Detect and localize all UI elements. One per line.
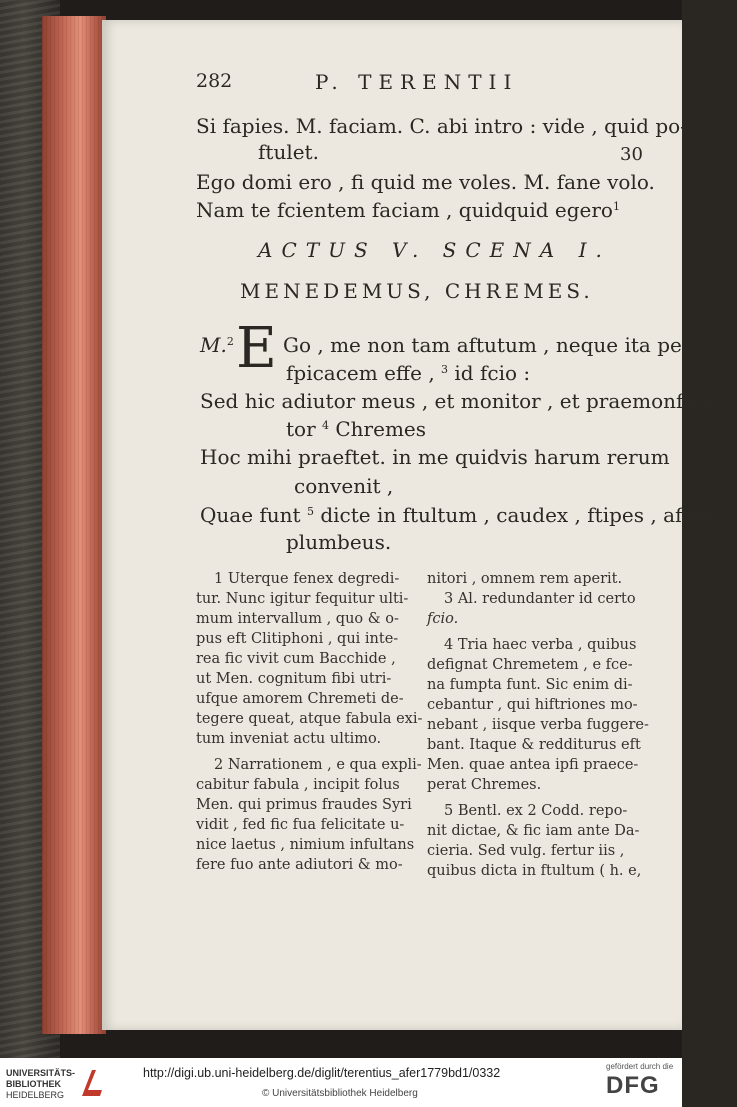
note-line: fere fuo ante adiutori & mo- [196, 857, 403, 873]
library-logo[interactable] [6, 1064, 116, 1102]
note-line: fcio. [427, 611, 459, 627]
note-line: nice laetus , nimium infultans [196, 837, 415, 853]
library-name-line3: HEIDELBERG [6, 1090, 65, 1100]
note-line: tegere queat, atque fabula exi- [196, 711, 423, 727]
note-line: nit dictae, & fic iam ante Da- [427, 823, 640, 839]
speaker-label: M.$^2$ [200, 333, 234, 357]
verse-scene-3: Sed hic adiutor meus , et monitor , et praemonftra- [200, 389, 720, 413]
permalink-url[interactable]: http://digi.ub.uni-heidelberg.de/diglit/terentius_afer1779bd1/0332 [143, 1066, 501, 1080]
line-number: 30 [620, 144, 643, 165]
note-line: cebantur , qui hiftriones mo- [427, 697, 638, 713]
verse-line-2: ftulet. [258, 140, 319, 164]
note-line: 5 Bentl. ex 2 Codd. repo- [444, 803, 628, 819]
note-line: ut Men. cognitum fibi utri- [196, 671, 392, 687]
characters-heading: MENEDEMUS, CHREMES. [240, 279, 594, 303]
verse-scene-6: convenit , [294, 474, 394, 498]
verse-line-1: Si fapies. M. faciam. C. abi intro : vide , quid po- [196, 114, 687, 138]
verse-scene-5: Hoc mihi praeftet. in me quidvis harum rerum [200, 445, 670, 469]
verse-scene-7: Quae funt $^5$ dicte in ftultum , caudex , ftipes , afinus , [200, 503, 737, 527]
verse-line-3: Ego domi ero , fi quid me voles. M. fane volo. [196, 170, 655, 194]
page-edge-lines [42, 16, 106, 1034]
running-title: P. TERENTII [315, 70, 519, 94]
note-line: 1 Uterque fenex degredi- [214, 571, 400, 587]
page-number: 282 [196, 70, 233, 92]
note-line: Men. quae antea ipfi praece- [427, 757, 639, 773]
note-line: pus eft Clitiphoni , qui inte- [196, 631, 399, 647]
note-line: nitori , omnem rem aperit. [427, 571, 623, 587]
note-line: 4 Tria haec verba , quibus [444, 637, 637, 653]
copyright-notice: © Universitätsbibliothek Heidelberg [262, 1088, 418, 1099]
verse-line-4: Nam te fcientem faciam , quidquid egero$^1$ [196, 198, 620, 222]
note-line: cabitur fabula , incipit folus [196, 777, 400, 793]
funded-by-text: gefördert durch die [606, 1062, 674, 1071]
note-line: bant. Itaque & redditurus eft [427, 737, 641, 753]
note-line: tum inveniat actu ultimo. [196, 731, 382, 747]
dfg-logo[interactable]: DFG [606, 1072, 660, 1099]
act-heading: ACTUS V. SCENA I. [258, 238, 611, 262]
library-name-line2: BIBLIOTHEK [6, 1079, 61, 1089]
note-line: vidit , fed fic fua felicitate u- [196, 817, 405, 833]
verse-scene-1: Go , me non tam aftutum , neque ita per- [283, 333, 699, 357]
note-line: 3 Al. redundanter id certo [444, 591, 636, 607]
drop-capital: E [236, 316, 277, 381]
library-name-line1: UNIVERSITÄTS- [6, 1068, 76, 1078]
note-line: ufque amorem Chremeti de- [196, 691, 404, 707]
note-line: defignat Chremetem , e fce- [427, 657, 633, 673]
note-line: nebant , iisque verba fuggere- [427, 717, 649, 733]
note-line: tur. Nunc igitur fequitur ulti- [196, 591, 409, 607]
note-line: cieria. Sed vulg. fertur iis , [427, 843, 625, 859]
note-line: mum intervallum , quo & o- [196, 611, 399, 627]
library-emblem-icon [78, 1066, 106, 1100]
note-line: quibus dicta in ftultum ( h. e, [427, 863, 642, 879]
note-line: 2 Narrationem , e qua expli- [214, 757, 422, 773]
note-line: na fumpta funt. Sic enim di- [427, 677, 633, 693]
note-line: perat Chremes. [427, 777, 542, 793]
verse-scene-4: tor $^4$ Chremes [286, 417, 427, 441]
viewer-footer [0, 1058, 682, 1107]
verse-scene-2: fpicacem effe , $^3$ id fcio : [286, 361, 531, 385]
verse-scene-8: plumbeus. [286, 530, 392, 554]
note-line: Men. qui primus fraudes Syri [196, 797, 412, 813]
note-line: rea fic vivit cum Bacchide , [196, 651, 396, 667]
